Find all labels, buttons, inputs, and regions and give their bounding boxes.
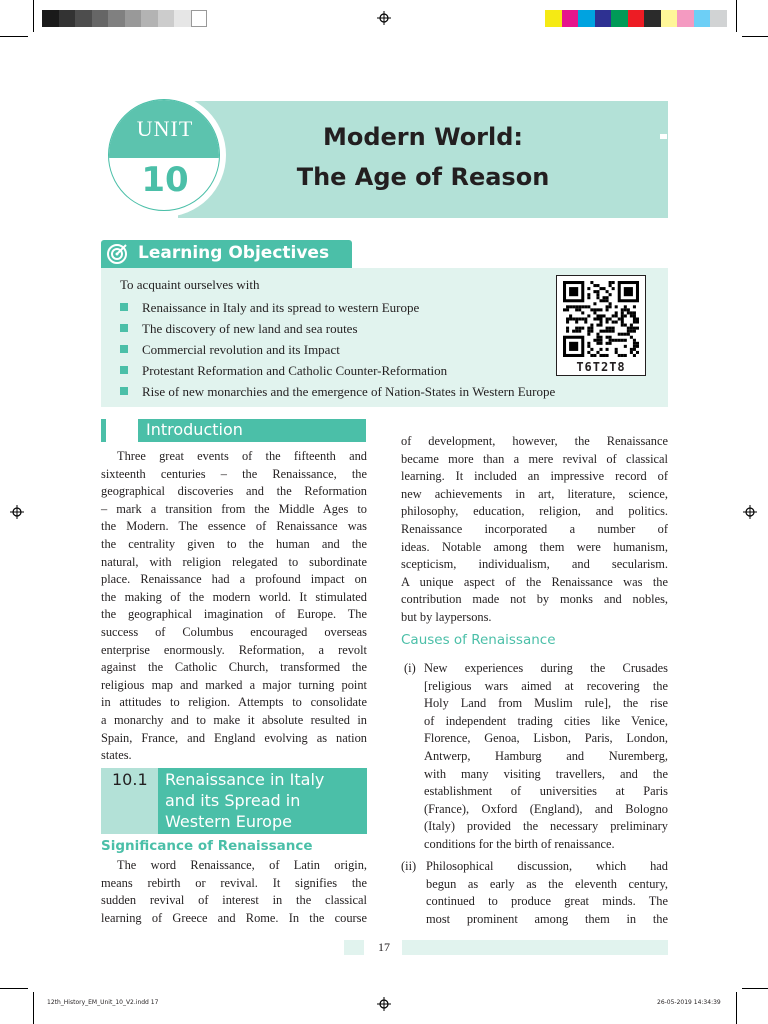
crop-mark (736, 0, 737, 32)
renaissance-continued-text (401, 433, 668, 627)
gray-swatch (191, 10, 208, 27)
cause-2-marker: (ii) (401, 859, 417, 873)
color-swatch (677, 10, 694, 27)
text-line: but by laypersons. (401, 609, 492, 624)
learning-objective-item (120, 342, 340, 358)
gray-swatch (108, 10, 125, 27)
text-line: sixteenth centuries – the Renaissance, the (101, 466, 367, 481)
text-line: most prominent among them in the (426, 911, 668, 926)
text-line: establishment of universities at Paris (424, 784, 668, 799)
text-line: became more than a mere revival of classical (401, 451, 668, 466)
color-swatch (661, 10, 678, 27)
text-line: a monarchy and to make it absolute resulted in (101, 712, 367, 727)
section-title (165, 769, 324, 832)
text-line: enterprise enormously. Reformation, a revolt (101, 642, 367, 657)
text-line: the geographical imagination of Europe. The (101, 607, 367, 622)
text-line: the making of the modern world. It stimulated (101, 589, 367, 604)
text-line: place. Renaissance had a profound impact on (101, 572, 367, 587)
introduction-heading: Introduction (146, 420, 243, 439)
qr-code-text: T6T2T8 (576, 360, 626, 374)
text-line: the Modern. The essence of Renaissance was (101, 519, 367, 534)
registration-mark-icon (10, 505, 24, 519)
unit-title-banner (178, 101, 668, 218)
banner-edge-notch (660, 134, 667, 139)
color-swatch (644, 10, 661, 27)
text-line: Florence, Genoa, Lisbon, Paris, London, (424, 731, 668, 746)
gray-swatch (42, 10, 59, 27)
text-line: continued to produce great minds. The (426, 894, 668, 909)
introduction-accent-bar (101, 419, 106, 442)
color-swatch (578, 10, 595, 27)
page-number-right-bar (402, 940, 668, 955)
learning-objectives-intro: To acquaint ourselves with (120, 277, 260, 292)
text-line: Antwerp, Hamburg and Nuremberg, (424, 748, 668, 763)
text-line: begun as early as the eleventh century, (426, 876, 668, 891)
text-line: sudden revival of interest in the classical (101, 893, 367, 908)
section-number: 10.1 (112, 770, 148, 789)
text-line: Holy Land from Muslim rule], the rise (424, 696, 668, 711)
qr-code-box[interactable] (556, 275, 646, 376)
text-line: new achievements in art, literature, science, (401, 486, 668, 501)
page-number-left-bar (344, 940, 364, 955)
crop-mark (0, 988, 28, 989)
text-line: philosophy, education, religion, and politics. (401, 504, 668, 519)
text-line: in attitudes to religion. Attempts to consolidate (101, 695, 367, 710)
text-line: The word Renaissance, of Latin origin, (117, 858, 367, 872)
unit-title-line2: The Age of Reason (296, 163, 550, 191)
text-line: Renaissance incorporated a number of (401, 521, 668, 536)
text-line: natural, with religion relegated to subordinate (101, 554, 367, 569)
introduction-heading-box (138, 419, 366, 442)
unit-badge (102, 93, 226, 217)
significance-subheading: Significance of Renaissance (101, 838, 313, 854)
registration-mark-icon (743, 505, 757, 519)
text-line: (France), Oxford (England), and Bologno (424, 801, 668, 816)
color-swatch (628, 10, 645, 27)
text-line: A unique aspect of the Renaissance was the (401, 574, 668, 589)
crop-mark (736, 992, 737, 1024)
text-line: Philosophical discussion, which had (426, 859, 668, 873)
text-line: – mark a transition from the Middle Ages to (101, 501, 367, 516)
registration-mark-icon (377, 11, 391, 25)
crop-mark (33, 992, 34, 1024)
learning-objectives-heading: Learning Objectives (138, 243, 330, 263)
unit-title-line1: Modern World: (322, 123, 524, 151)
bullet-square-icon (120, 345, 128, 353)
gray-swatch (125, 10, 142, 27)
bullet-square-icon (120, 387, 128, 395)
crop-mark (742, 36, 768, 37)
date-slug: 26-05-2019 14:34:39 (657, 999, 721, 1006)
learning-objective-text: Rise of new monarchies and the emergence of Nation-States in Western Europe (142, 384, 556, 399)
text-line: learning of Greece and Rome. In the course (101, 910, 367, 925)
qr-code-icon[interactable] (563, 281, 639, 357)
text-line: states. (101, 748, 132, 763)
gray-swatch (75, 10, 92, 27)
learning-objective-text: Protestant Reformation and Catholic Counter-Reformation (142, 363, 448, 378)
learning-objective-item (120, 321, 358, 337)
text-line: ideas. Notable among them were humanism, (401, 539, 668, 554)
learning-objective-text: Commercial revolution and its Impact (142, 342, 340, 357)
gray-swatch (158, 10, 175, 27)
text-line: conditions for the birth of renaissance. (424, 836, 615, 851)
text-line: of development, however, the Renaissance (401, 434, 668, 448)
text-line: means rebirth or revival. It signifies the (101, 875, 367, 890)
color-swatch (545, 10, 562, 27)
gray-swatch (174, 10, 191, 27)
file-slug: 12th_History_EM_Unit_10_V2.indd 17 (47, 999, 159, 1006)
text-line: New experiences during the Crusades (424, 661, 668, 675)
text-line: [religious wars aimed at recovering the (424, 678, 668, 693)
text-line: (Italy) provided the necessary preliminary (424, 819, 668, 834)
introduction-text (101, 448, 367, 765)
learning-objective-item (120, 363, 447, 379)
learning-objective-item (120, 384, 555, 400)
crop-mark (742, 988, 768, 989)
color-swatch (694, 10, 711, 27)
text-line: the centrality given to the human and the (101, 536, 367, 551)
crop-mark (0, 36, 28, 37)
color-swatch (611, 10, 628, 27)
page-number: 17 (378, 940, 390, 954)
section-title-line: Western Europe (165, 812, 292, 831)
text-line: Spain, France, and England evolving as nation (101, 730, 367, 745)
learning-objective-text: Renaissance in Italy and its spread to western Europe (142, 300, 420, 315)
gray-swatch (92, 10, 109, 27)
cause-1-text (424, 660, 668, 854)
unit-number: 10 (141, 160, 189, 200)
registration-mark-icon (377, 997, 391, 1011)
text-line: learning. It included an impressive record of (401, 469, 668, 484)
color-swatch (710, 10, 727, 27)
gray-swatch (59, 10, 76, 27)
text-line: geographical discoveries and the Reformation (101, 484, 367, 499)
target-icon (106, 243, 128, 265)
bullet-square-icon (120, 366, 128, 374)
color-swatch (562, 10, 579, 27)
unit-label: UNIT (136, 116, 194, 141)
cause-1-marker: (i) (404, 661, 416, 675)
learning-objective-text: The discovery of new land and sea routes (142, 321, 358, 336)
text-line: contribution made not by monks and nobles, (401, 592, 668, 607)
learning-objective-item (120, 300, 419, 316)
causes-subheading: Causes of Renaissance (401, 632, 556, 648)
section-title-line: Renaissance in Italy (165, 770, 325, 789)
gray-swatch (141, 10, 158, 27)
bullet-square-icon (120, 303, 128, 311)
text-line: Three great events of the fifteenth and (117, 449, 367, 463)
text-line: religious map and marked a major turning point (101, 677, 367, 692)
cause-2-text (426, 858, 668, 928)
text-line: against the Catholic Church, transformed the (101, 660, 367, 675)
learning-objectives-header (101, 240, 352, 268)
section-title-line: and its Spread in (165, 791, 301, 810)
significance-text (101, 857, 367, 927)
color-swatch (595, 10, 612, 27)
text-line: scepticism, individualism, and secularism. (401, 557, 668, 572)
text-line: success of Columbus encouraged overseas (101, 624, 367, 639)
bullet-square-icon (120, 324, 128, 332)
text-line: of independent trading cities like Venice, (424, 713, 668, 728)
text-line: with many visiting travellers, and the (424, 766, 668, 781)
crop-mark (33, 0, 34, 32)
